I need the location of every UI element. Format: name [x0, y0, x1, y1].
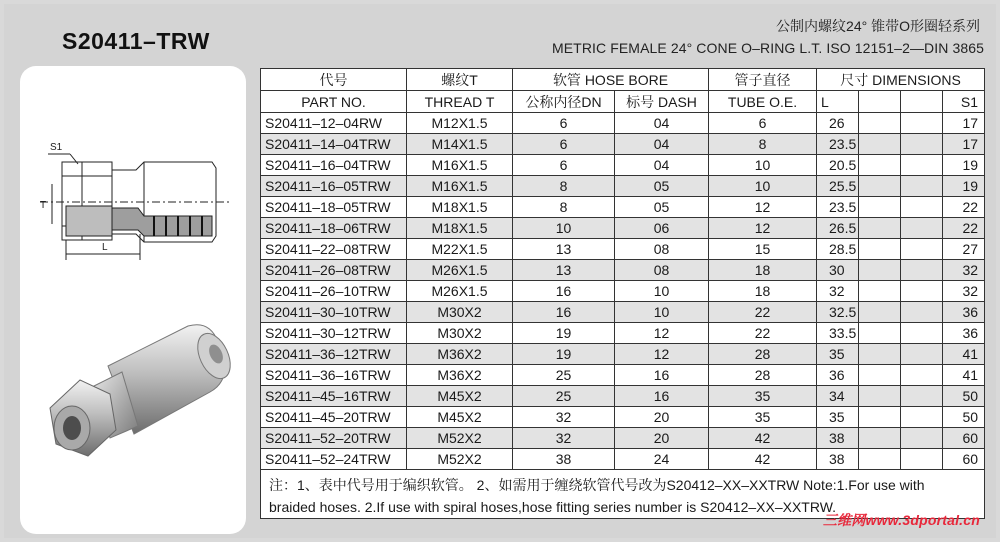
cell-l: 23.5 [817, 197, 859, 218]
table-row [261, 344, 985, 365]
cell-dn: 6 [513, 134, 615, 155]
cell-s1: 60 [943, 428, 985, 449]
cell-tube-oe: 42 [709, 428, 817, 449]
cell-dash: 12 [615, 344, 709, 365]
cell-empty [901, 260, 943, 281]
cell-dn: 8 [513, 197, 615, 218]
cell-empty [859, 218, 901, 239]
cell-dash: 04 [615, 113, 709, 134]
cell-thread: M16X1.5 [407, 155, 513, 176]
table-row [261, 428, 985, 449]
cell-thread: M52X2 [407, 428, 513, 449]
cell-thread: M18X1.5 [407, 197, 513, 218]
cell-l: 32 [817, 281, 859, 302]
cell-dn: 19 [513, 344, 615, 365]
cell-part-no: S20411–16–05TRW [261, 176, 407, 197]
cell-part-no: S20411–36–16TRW [261, 365, 407, 386]
table-row [261, 449, 985, 470]
header-row-en [261, 91, 985, 113]
cell-part-no: S20411–30–10TRW [261, 302, 407, 323]
cell-empty [859, 113, 901, 134]
cell-tube-oe: 10 [709, 176, 817, 197]
cell-part-no: S20411–52–24TRW [261, 449, 407, 470]
cell-thread: M30X2 [407, 302, 513, 323]
table-row [261, 176, 985, 197]
cell-dn: 13 [513, 239, 615, 260]
cell-part-no: S20411–18–05TRW [261, 197, 407, 218]
cell-thread: M14X1.5 [407, 134, 513, 155]
header-dash: 标号 DASH [615, 91, 709, 113]
cell-thread: M30X2 [407, 323, 513, 344]
cell-dn: 16 [513, 302, 615, 323]
cell-dn: 32 [513, 428, 615, 449]
cell-s1: 19 [943, 176, 985, 197]
table-body [261, 113, 985, 470]
cell-thread: M26X1.5 [407, 281, 513, 302]
header-empty-2 [901, 91, 943, 113]
cell-l: 33.5 [817, 323, 859, 344]
cell-l: 25.5 [817, 176, 859, 197]
cell-empty [859, 365, 901, 386]
cell-empty [901, 113, 943, 134]
header-s1: S1 [943, 91, 985, 113]
cell-empty [859, 344, 901, 365]
cell-l: 38 [817, 428, 859, 449]
specification-table [260, 68, 985, 519]
table-row [261, 365, 985, 386]
watermark: 三维网www.3dportal.cn [822, 512, 980, 528]
cell-part-no: S20411–26–10TRW [261, 281, 407, 302]
cell-s1: 17 [943, 113, 985, 134]
subtitle-chinese: 公制内螺纹24° 锥带O形圈轻系列 [776, 18, 980, 34]
cell-empty [859, 239, 901, 260]
cell-tube-oe: 12 [709, 218, 817, 239]
cell-part-no: S20411–30–12TRW [261, 323, 407, 344]
header-l: L [817, 91, 859, 113]
cell-s1: 32 [943, 260, 985, 281]
cell-s1: 36 [943, 323, 985, 344]
header-thread-cn: 螺纹T [407, 69, 513, 91]
cell-l: 38 [817, 449, 859, 470]
table-row [261, 281, 985, 302]
cell-part-no: S20411–18–06TRW [261, 218, 407, 239]
table-row [261, 134, 985, 155]
cell-empty [859, 428, 901, 449]
label-s1: S1 [50, 142, 63, 153]
cell-empty [901, 155, 943, 176]
cell-s1: 19 [943, 155, 985, 176]
table-row [261, 386, 985, 407]
cell-empty [859, 155, 901, 176]
cell-s1: 36 [943, 302, 985, 323]
cell-l: 35 [817, 344, 859, 365]
table-row [261, 260, 985, 281]
cell-tube-oe: 42 [709, 449, 817, 470]
cell-empty [859, 260, 901, 281]
cell-empty [901, 407, 943, 428]
cell-s1: 22 [943, 218, 985, 239]
cell-empty [859, 281, 901, 302]
cell-tube-oe: 18 [709, 281, 817, 302]
cell-thread: M52X2 [407, 449, 513, 470]
cell-thread: M45X2 [407, 386, 513, 407]
cell-l: 35 [817, 407, 859, 428]
cell-empty [901, 344, 943, 365]
cell-l: 26 [817, 113, 859, 134]
cell-empty [859, 176, 901, 197]
header-part-en: PART NO. [261, 91, 407, 113]
cell-l: 30 [817, 260, 859, 281]
cell-part-no: S20411–12–04RW [261, 113, 407, 134]
cell-l: 23.5 [817, 134, 859, 155]
header-thread-en: THREAD T [407, 91, 513, 113]
cell-dash: 04 [615, 155, 709, 176]
table-row [261, 302, 985, 323]
catalog-page [4, 4, 996, 538]
cell-s1: 60 [943, 449, 985, 470]
cell-empty [901, 218, 943, 239]
cell-part-no: S20411–45–20TRW [261, 407, 407, 428]
cell-dash: 10 [615, 302, 709, 323]
cell-l: 28.5 [817, 239, 859, 260]
cell-dash: 08 [615, 239, 709, 260]
cell-dash: 04 [615, 134, 709, 155]
cell-dash: 10 [615, 281, 709, 302]
cell-s1: 22 [943, 197, 985, 218]
cell-thread: M26X1.5 [407, 260, 513, 281]
cell-tube-oe: 8 [709, 134, 817, 155]
cell-empty [859, 323, 901, 344]
table-row [261, 218, 985, 239]
cell-empty [901, 449, 943, 470]
cell-tube-oe: 10 [709, 155, 817, 176]
cell-part-no: S20411–22–08TRW [261, 239, 407, 260]
table-row [261, 323, 985, 344]
cell-l: 32.5 [817, 302, 859, 323]
cell-dn: 10 [513, 218, 615, 239]
cell-s1: 27 [943, 239, 985, 260]
cell-tube-oe: 15 [709, 239, 817, 260]
cell-dash: 16 [615, 365, 709, 386]
cell-thread: M45X2 [407, 407, 513, 428]
header-empty-1 [859, 91, 901, 113]
cell-s1: 17 [943, 134, 985, 155]
cell-part-no: S20411–45–16TRW [261, 386, 407, 407]
cell-dash: 05 [615, 197, 709, 218]
cell-empty [859, 407, 901, 428]
section-drawing [26, 124, 242, 334]
cell-dn: 32 [513, 407, 615, 428]
cell-dn: 19 [513, 323, 615, 344]
table-row [261, 239, 985, 260]
subtitle-english: METRIC FEMALE 24° CONE O–RING L.T. ISO 12151–2—DIN 3865 [551, 40, 984, 56]
cell-tube-oe: 18 [709, 260, 817, 281]
cell-empty [901, 386, 943, 407]
cell-tube-oe: 12 [709, 197, 817, 218]
part-title: S20411–TRW [62, 28, 210, 54]
cell-empty [901, 197, 943, 218]
cell-dash: 06 [615, 218, 709, 239]
table-row [261, 113, 985, 134]
cell-s1: 32 [943, 281, 985, 302]
cell-tube-oe: 28 [709, 365, 817, 386]
cell-tube-oe: 22 [709, 302, 817, 323]
cell-tube-oe: 35 [709, 386, 817, 407]
header-tube-cn: 管子直径 [709, 69, 817, 91]
table-row [261, 407, 985, 428]
cell-s1: 41 [943, 344, 985, 365]
cell-tube-oe: 22 [709, 323, 817, 344]
cell-dash: 20 [615, 407, 709, 428]
cell-l: 34 [817, 386, 859, 407]
cell-l: 36 [817, 365, 859, 386]
table-row [261, 155, 985, 176]
cell-dn: 25 [513, 386, 615, 407]
cell-dn: 8 [513, 176, 615, 197]
cell-thread: M36X2 [407, 365, 513, 386]
cell-part-no: S20411–16–04TRW [261, 155, 407, 176]
cell-dash: 20 [615, 428, 709, 449]
cell-l: 26.5 [817, 218, 859, 239]
note-line-2: braided hoses. 2.If use with spiral hoses,hose fitting series number is S20412–XX–XXTRW. [269, 499, 837, 515]
cell-dn: 16 [513, 281, 615, 302]
cell-s1: 50 [943, 407, 985, 428]
header-part-cn: 代号 [261, 69, 407, 91]
cell-thread: M22X1.5 [407, 239, 513, 260]
image-panel [20, 66, 246, 534]
cell-tube-oe: 6 [709, 113, 817, 134]
cell-dash: 16 [615, 386, 709, 407]
cell-empty [901, 428, 943, 449]
header-dn: 公称内径DN [513, 91, 615, 113]
cell-empty [901, 365, 943, 386]
cell-l: 20.5 [817, 155, 859, 176]
label-t: T [40, 200, 47, 211]
cell-empty [901, 281, 943, 302]
cell-part-no: S20411–52–20TRW [261, 428, 407, 449]
cell-dn: 25 [513, 365, 615, 386]
cell-dn: 6 [513, 113, 615, 134]
cell-thread: M36X2 [407, 344, 513, 365]
cell-thread: M16X1.5 [407, 176, 513, 197]
cell-dash: 24 [615, 449, 709, 470]
header-hose-bore: 软管 HOSE BORE [513, 69, 709, 91]
cell-empty [901, 239, 943, 260]
cell-part-no: S20411–36–12TRW [261, 344, 407, 365]
cell-dn: 6 [513, 155, 615, 176]
header-row-cn [261, 69, 985, 91]
cell-empty [901, 302, 943, 323]
header-dimensions: 尺寸 DIMENSIONS [817, 69, 985, 91]
cell-thread: M18X1.5 [407, 218, 513, 239]
cell-empty [859, 449, 901, 470]
cell-part-no: S20411–14–04TRW [261, 134, 407, 155]
cell-dash: 05 [615, 176, 709, 197]
note-line-1: 注：1、表中代号用于编织软管。 2、如需用于缠绕软管代号改为S20412–XX–XXTRW Note:1.For use with [269, 477, 925, 493]
header-tube-en: TUBE O.E. [709, 91, 817, 113]
cell-empty [859, 302, 901, 323]
fitting-render [38, 316, 244, 466]
cell-dash: 08 [615, 260, 709, 281]
cell-dash: 12 [615, 323, 709, 344]
cell-empty [859, 386, 901, 407]
table-row [261, 197, 985, 218]
cell-empty [901, 176, 943, 197]
cell-dn: 38 [513, 449, 615, 470]
cell-dn: 13 [513, 260, 615, 281]
cell-empty [901, 323, 943, 344]
cell-empty [859, 197, 901, 218]
cell-thread: M12X1.5 [407, 113, 513, 134]
cell-s1: 41 [943, 365, 985, 386]
cell-tube-oe: 35 [709, 407, 817, 428]
cell-tube-oe: 28 [709, 344, 817, 365]
cell-empty [859, 134, 901, 155]
cell-s1: 50 [943, 386, 985, 407]
cell-part-no: S20411–26–08TRW [261, 260, 407, 281]
cell-empty [901, 134, 943, 155]
label-l: L [102, 242, 108, 253]
